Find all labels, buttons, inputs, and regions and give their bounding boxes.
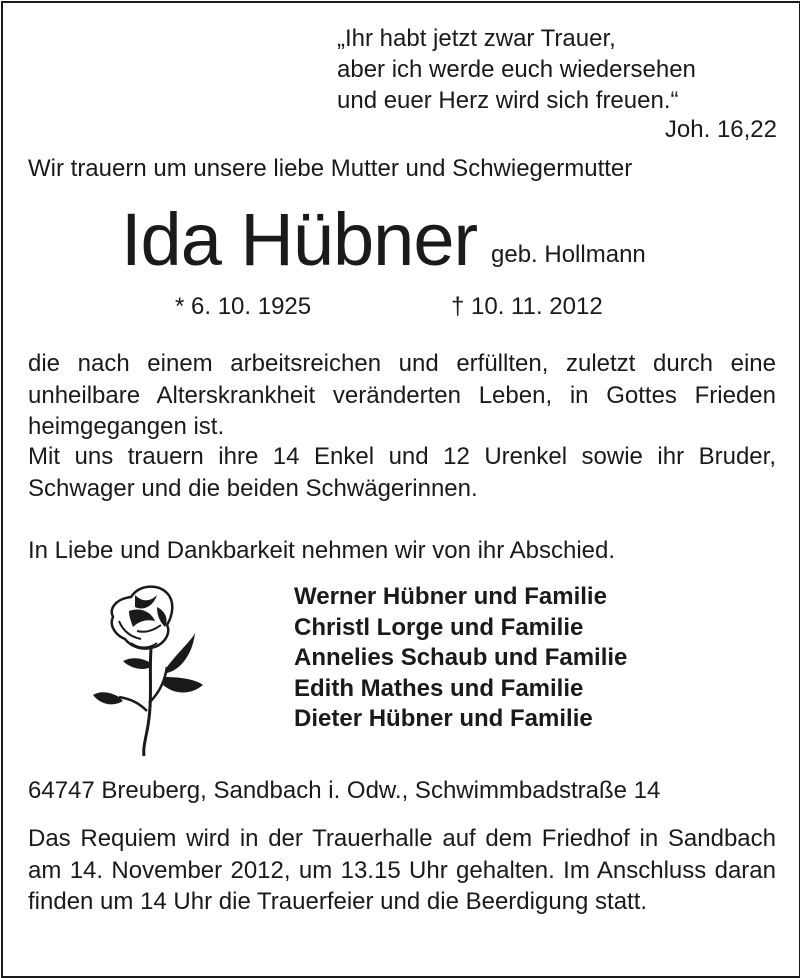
farewell-paragraph: In Liebe und Dankbarkeit nehmen wir von ihr Abschied. <box>28 537 616 564</box>
family-list <box>294 582 627 735</box>
address-line: 64747 Breuberg, Sandbach i. Odw., Schwimmbadstraße 14 <box>28 777 661 804</box>
service-paragraph: Das Requiem wird in der Trauerhalle auf dem Friedhof in Sandbach am 14. November 2012, um 13.15 Uhr gehalten. Im Anschluss daran finden um 14 Uhr die Trauerfeier und die Beerdigung statt. <box>28 825 776 915</box>
quote-line: und euer Herz wird sich freuen.“ <box>337 87 679 114</box>
quote-line: aber ich werde euch wiedersehen <box>337 56 696 83</box>
birth-date: * 6. 10. 1925 <box>175 293 312 320</box>
quote-source: Joh. 16,22 <box>664 116 777 143</box>
family-entry: Dieter Hübner und Familie <box>294 705 593 732</box>
family-entry: Christl Lorge und Familie <box>294 613 584 641</box>
bible-quote <box>337 23 696 116</box>
deceased-name: Ida Hübner <box>121 198 478 281</box>
intro-line: Wir trauern um unsere liebe Mutter und Schwiegermutter <box>28 155 633 182</box>
obituary-notice <box>1 1 800 978</box>
rose-icon <box>91 581 209 757</box>
family-entry: Werner Hübner und Familie <box>294 583 607 610</box>
maiden-name: geb. Hollmann <box>491 241 646 268</box>
family-entry: Annelies Schaub und Familie <box>294 644 628 671</box>
life-paragraph: die nach einem arbeitsreichen und erfüllten, zuletzt durch eine unheilbare Alterskrankheit veränderten Leben, in Gottes Frieden heimgegangen ist. <box>28 350 776 440</box>
death-date: † 10. 11. 2012 <box>451 293 603 320</box>
quote-line: „Ihr habt jetzt zwar Trauer, <box>337 25 616 52</box>
family-entry: Edith Mathes und Familie <box>294 674 584 702</box>
mourners-paragraph: Mit uns trauern ihre 14 Enkel und 12 Urenkel sowie ihr Bruder, Schwager und die beiden Schwägerinnen. <box>28 443 776 502</box>
